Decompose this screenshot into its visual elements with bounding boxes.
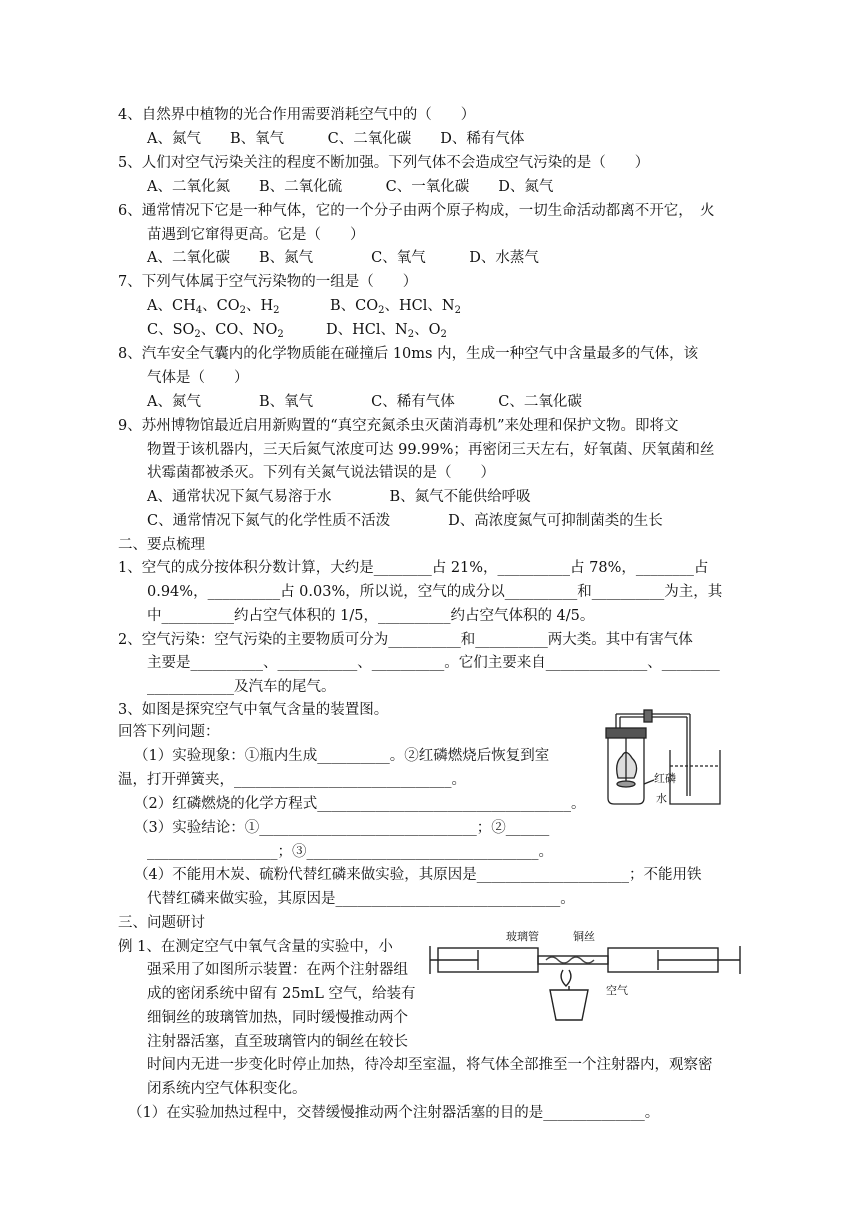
p3-line1: 3、如图是探究空气中氧气含量的装置图。 <box>118 702 389 718</box>
ex1-question1: （1）在实验加热过程中，交替缓慢推动两个注射器活塞的目的是______________。 <box>128 1105 660 1121</box>
p1-line1: 1、空气的成分按体积分数计算，大约是________占 21%，__________占 78%，________占 <box>118 560 709 576</box>
p2-line1: 2、空气污染：空气污染的主要物质可分为__________和__________两大类。其中有害气体 <box>118 632 693 648</box>
p3-line3: （1）实验现象：①瓶内生成__________。②红磷燃烧后恢复到室 <box>134 748 550 764</box>
label-red-phosphorus: 红磷 <box>654 772 676 785</box>
p1-line3: 中__________约占空气体积的 1/5，__________约占空气体积的 4/5。 <box>147 608 595 624</box>
q5-stem: 5、人们对空气污染关注的程度不断加强。下列气体不会造成空气污染的是（ ） <box>118 155 650 171</box>
q8-options: A、氮气 B、氧气 C、稀有气体 C、二氧化碳 <box>147 394 582 410</box>
q9-options-cd: C、通常情况下氮气的化学性质不活泼 D、高浓度氮气可抑制菌类的生长 <box>147 513 663 529</box>
phosphorus-apparatus-figure <box>590 708 740 808</box>
p1-line2: 0.94%，__________占 0.03%，所以说，空气的成分以__________和__________为主，其 <box>147 584 723 600</box>
section2-heading: 二、要点梳理 <box>118 537 205 553</box>
q7-option-a: A、$CH_4$、$CO_2$、$H_2$ <box>147 298 280 316</box>
ex1-line5: 注射器活塞，直至玻璃管内的铜丝在较长 <box>147 1034 408 1050</box>
q6-stem-line1: 6、通常情况下它是一种气体，它的一个分子由两个原子构成，一切生命活动都离不开它， 火 <box>118 203 715 219</box>
p3-line7: __________________；③________________________________。 <box>147 844 553 860</box>
ex1-line1: 例 1、在测定空气中氧气含量的实验中，小 <box>118 939 393 955</box>
q7-stem: 7、下列气体属于空气污染物的一组是（ ） <box>118 274 418 290</box>
q6-stem-line2: 苗遇到它窜得更高。它是（ ） <box>147 227 365 243</box>
p3-line6: （3）实验结论：①______________________________；②______ <box>134 820 550 836</box>
q9-stem-line1: 9、苏州博物馆最近启用新购置的“真空充氮杀虫灭菌消毒机”来处理和保护文物。即将文 <box>118 418 679 434</box>
p3-line8: （4）不能用木炭、硫粉代替红磷来做实验，其原因是_____________________；不能用铁 <box>134 867 702 883</box>
p3-line9: 代替红磷来做实验，其原因是_______________________________。 <box>147 891 575 907</box>
q8-stem-line2: 气体是（ ） <box>147 370 249 386</box>
label-air: 空气 <box>606 984 628 997</box>
ex1-line3: 成的密闭系统中留有 25mL 空气，给装有 <box>147 986 416 1002</box>
q4-options: A、氮气 B、氧气 C、二氧化碳 D、稀有气体 <box>147 131 525 147</box>
p3-line2: 回答下列问题： <box>118 724 220 740</box>
section3-heading: 三、问题研讨 <box>118 915 205 931</box>
ex1-line7: 闭系统内空气体积变化。 <box>147 1081 307 1097</box>
p2-line3: ____________及汽车的尾气。 <box>147 679 336 695</box>
ex1-line6: 时间内无进一步变化时停止加热，待冷却至室温，将气体全部推至一个注射器内，观察密 <box>147 1057 713 1073</box>
syringe-apparatus-figure <box>428 928 743 1028</box>
p3-line4: 温，打开弹簧夹，______________________________。 <box>118 772 466 788</box>
q9-stem-line3: 状霉菌都被杀灭。下列有关氮气说法错误的是（ ） <box>147 465 495 481</box>
q7-option-d: D、HCl、$N_2$、$O_2$ <box>326 322 447 340</box>
label-water: 水 <box>656 792 667 805</box>
q6-options: A、二氧化碳 B、氮气 C、氧气 D、水蒸气 <box>147 250 539 266</box>
p3-line5: （2）红磷燃烧的化学方程式___________________________________。 <box>134 796 586 812</box>
ex1-line2: 强采用了如图所示装置：在两个注射器组 <box>147 962 408 978</box>
label-glass-tube: 玻璃管 <box>506 930 539 943</box>
q4-stem: 4、自然界中植物的光合作用需要消耗空气中的（ ） <box>118 107 476 123</box>
q9-stem-line2: 物置于该机器内，三天后氮气浓度可达 99.99%；再密闭三天左右，好氧菌、厌氧菌和丝 <box>147 442 715 458</box>
q9-options-ab: A、通常状况下氮气易溶于水 B、氮气不能供给呼吸 <box>147 489 531 505</box>
q7-option-c: C、$SO_2$、CO、$NO_2$ <box>147 322 284 340</box>
p2-line2: 主要是__________、___________、__________。它们主要来自______________、________ <box>147 655 720 671</box>
label-copper-wire: 铜丝 <box>573 930 595 943</box>
q5-options: A、二氧化氮 B、二氧化硫 C、一氧化碳 D、氮气 <box>147 179 554 195</box>
q8-stem-line1: 8、汽车安全气囊内的化学物质能在碰撞后 10ms 内，生成一种空气中含量最多的气体，该 <box>118 346 699 362</box>
ex1-line4: 细铜丝的玻璃管加热，同时缓慢推动两个 <box>147 1010 408 1026</box>
q7-option-b: B、$CO_2$、HCl、$N_2$ <box>330 298 461 316</box>
